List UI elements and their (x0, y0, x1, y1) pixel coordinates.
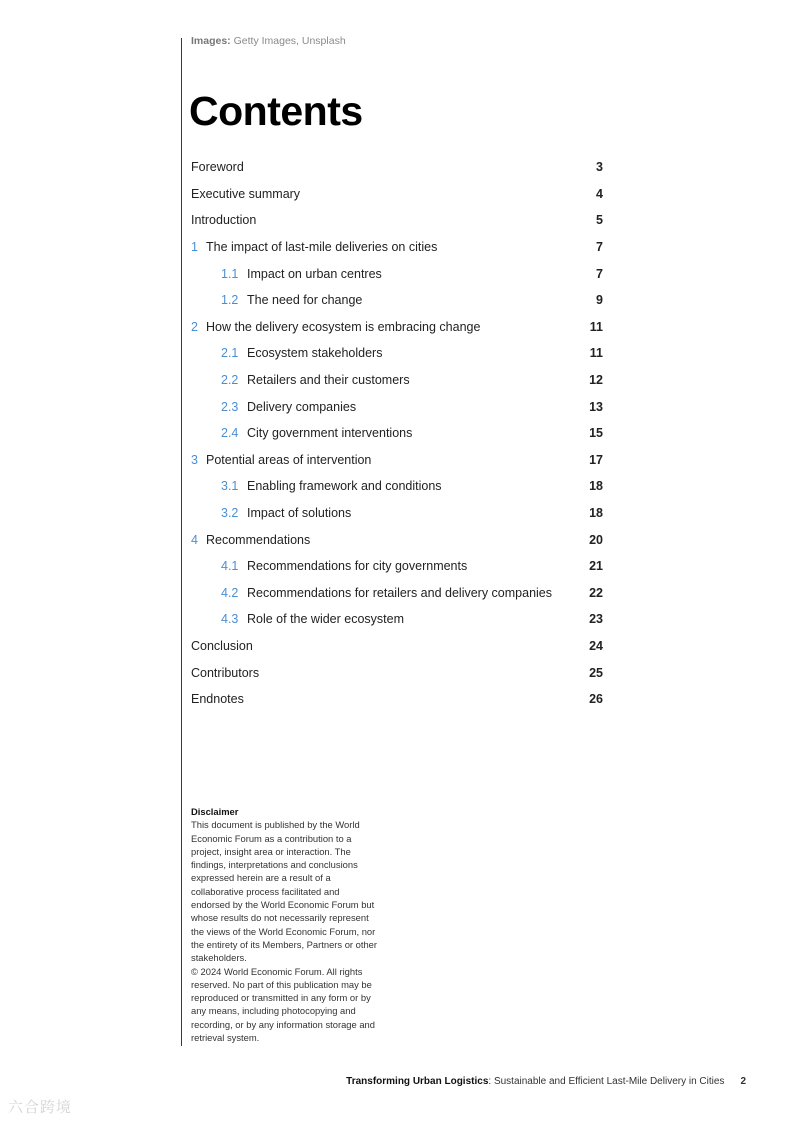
toc-entry-label: Ecosystem stakeholders (247, 346, 383, 361)
watermark-logo: 六合跨境 (8, 1099, 73, 1116)
disclaimer-body: This document is published by the World Economic Forum as a contribution to a project, insight area or interaction. The findings, interpretations and conclusions expressed herein are a result of a collaborative process facilitated and endorsed by the World Economic Forum but whose results do not necessarily represent the views of the World Economic Forum, nor the entirety of its Members, Partners or other stakeholders. (191, 819, 378, 964)
toc-entry-number: 4.2 (221, 585, 239, 600)
toc-entry[interactable] (191, 420, 603, 447)
toc-entry-number: 2.1 (221, 346, 239, 361)
toc-entry-page: 9 (596, 293, 603, 308)
toc-entry[interactable] (191, 367, 603, 394)
disclaimer-heading: Disclaimer (191, 806, 239, 817)
left-vertical-rule (181, 38, 182, 1046)
toc-entry-page: 13 (589, 399, 603, 414)
toc-entry-number: 2.2 (221, 373, 239, 388)
toc-entry-number: 3.1 (221, 479, 239, 494)
page-number: 2 (740, 1076, 746, 1087)
toc-entry-page: 25 (589, 665, 603, 680)
toc-entry[interactable] (191, 580, 603, 607)
toc-entry-page: 26 (589, 692, 603, 707)
toc-entry[interactable] (191, 447, 603, 474)
toc-entry[interactable] (191, 473, 603, 500)
toc-entry-page: 15 (589, 426, 603, 441)
toc-entry-page: 7 (596, 240, 603, 255)
toc-entry-page: 24 (589, 638, 603, 653)
footer-title-bold: Transforming Urban Logistics (346, 1076, 489, 1087)
toc-entry[interactable] (191, 154, 603, 181)
toc-entry-number: 1 (191, 240, 198, 255)
toc-entry-label: Foreword (191, 160, 244, 175)
toc-entry[interactable] (191, 526, 603, 553)
toc-entry-page: 17 (589, 452, 603, 467)
toc-entry-label: Impact on urban centres (247, 266, 382, 281)
toc-entry-label: Impact of solutions (247, 506, 352, 521)
toc-entry-page: 12 (589, 373, 603, 388)
image-credits (191, 35, 346, 47)
toc-entry-label: Introduction (191, 213, 257, 228)
page-title: Contents (189, 88, 363, 134)
toc-entry-page: 4 (596, 186, 603, 201)
toc-entry[interactable] (191, 234, 603, 261)
toc-entry-label: Endnotes (191, 692, 244, 707)
toc-entry[interactable] (191, 340, 603, 367)
image-credits-text: Getty Images, Unsplash (233, 35, 346, 47)
toc-entry[interactable] (191, 287, 603, 314)
toc-entry-label: The impact of last-mile deliveries on cities (206, 240, 438, 255)
toc-entry-page: 7 (596, 266, 603, 281)
toc-entry-number: 1.2 (221, 293, 239, 308)
toc-entry-page: 3 (596, 160, 603, 175)
toc-entry-label: Potential areas of intervention (206, 452, 372, 467)
toc-entry-number: 3.2 (221, 506, 239, 521)
footer-title-rest: : Sustainable and Efficient Last-Mile Delivery in Cities (488, 1076, 725, 1087)
toc-entry-page: 11 (589, 346, 603, 361)
image-credits-label: Images: (191, 35, 231, 47)
toc-entry-label: Recommendations for city governments (247, 559, 468, 574)
toc-entry-number: 2.3 (221, 399, 239, 414)
toc-entry-number: 4 (191, 532, 198, 547)
toc-entry[interactable] (191, 181, 603, 208)
disclaimer (191, 805, 381, 1044)
toc-entry[interactable] (191, 393, 603, 420)
toc-entry-label: Recommendations (206, 532, 311, 547)
toc-entry-page: 20 (589, 532, 603, 547)
toc-entry[interactable] (191, 500, 603, 527)
toc-entry[interactable] (191, 633, 603, 660)
toc-entry-label: The need for change (247, 293, 363, 308)
page-footer (346, 1076, 746, 1087)
toc-entry-label: Contributors (191, 665, 260, 680)
toc-entry[interactable] (191, 207, 603, 234)
toc-entry-page: 11 (589, 319, 603, 334)
toc-entry-number: 2.4 (221, 426, 239, 441)
toc-entry-label: Enabling framework and conditions (247, 479, 442, 494)
toc-entry-number: 1.1 (221, 266, 239, 281)
toc-entry[interactable] (191, 553, 603, 580)
toc-entry-label: Conclusion (191, 638, 253, 653)
toc-entry-number: 3 (191, 452, 198, 467)
toc-entry-page: 18 (589, 479, 603, 494)
toc-entry-page: 18 (589, 506, 603, 521)
toc-entry[interactable] (191, 686, 603, 713)
toc-entry[interactable] (191, 659, 603, 686)
table-of-contents (191, 154, 603, 712)
toc-entry[interactable] (191, 260, 603, 287)
toc-entry-label: Delivery companies (247, 399, 357, 414)
toc-entry-page: 5 (596, 213, 603, 228)
toc-entry[interactable] (191, 606, 603, 633)
copyright-notice: © 2024 World Economic Forum. All rights reserved. No part of this publication may be reproduced or transmitted in any form or by any means, including photocopying and recording, or by any information storage and retrieval system. (191, 965, 375, 1044)
toc-entry-label: Role of the wider ecosystem (247, 612, 405, 627)
toc-entry[interactable] (191, 314, 603, 341)
toc-entry-page: 23 (589, 612, 603, 627)
toc-entry-page: 22 (589, 585, 603, 600)
toc-entry-page: 21 (589, 559, 603, 574)
toc-entry-label: How the delivery ecosystem is embracing change (206, 319, 481, 334)
toc-entry-number: 4.1 (221, 559, 239, 574)
toc-entry-number: 2 (191, 319, 198, 334)
toc-entry-label: Recommendations for retailers and delivery companies (247, 585, 553, 600)
toc-entry-label: City government interventions (247, 426, 413, 441)
toc-entry-number: 4.3 (221, 612, 239, 627)
toc-entry-label: Retailers and their customers (247, 373, 410, 388)
toc-entry-label: Executive summary (191, 186, 301, 201)
